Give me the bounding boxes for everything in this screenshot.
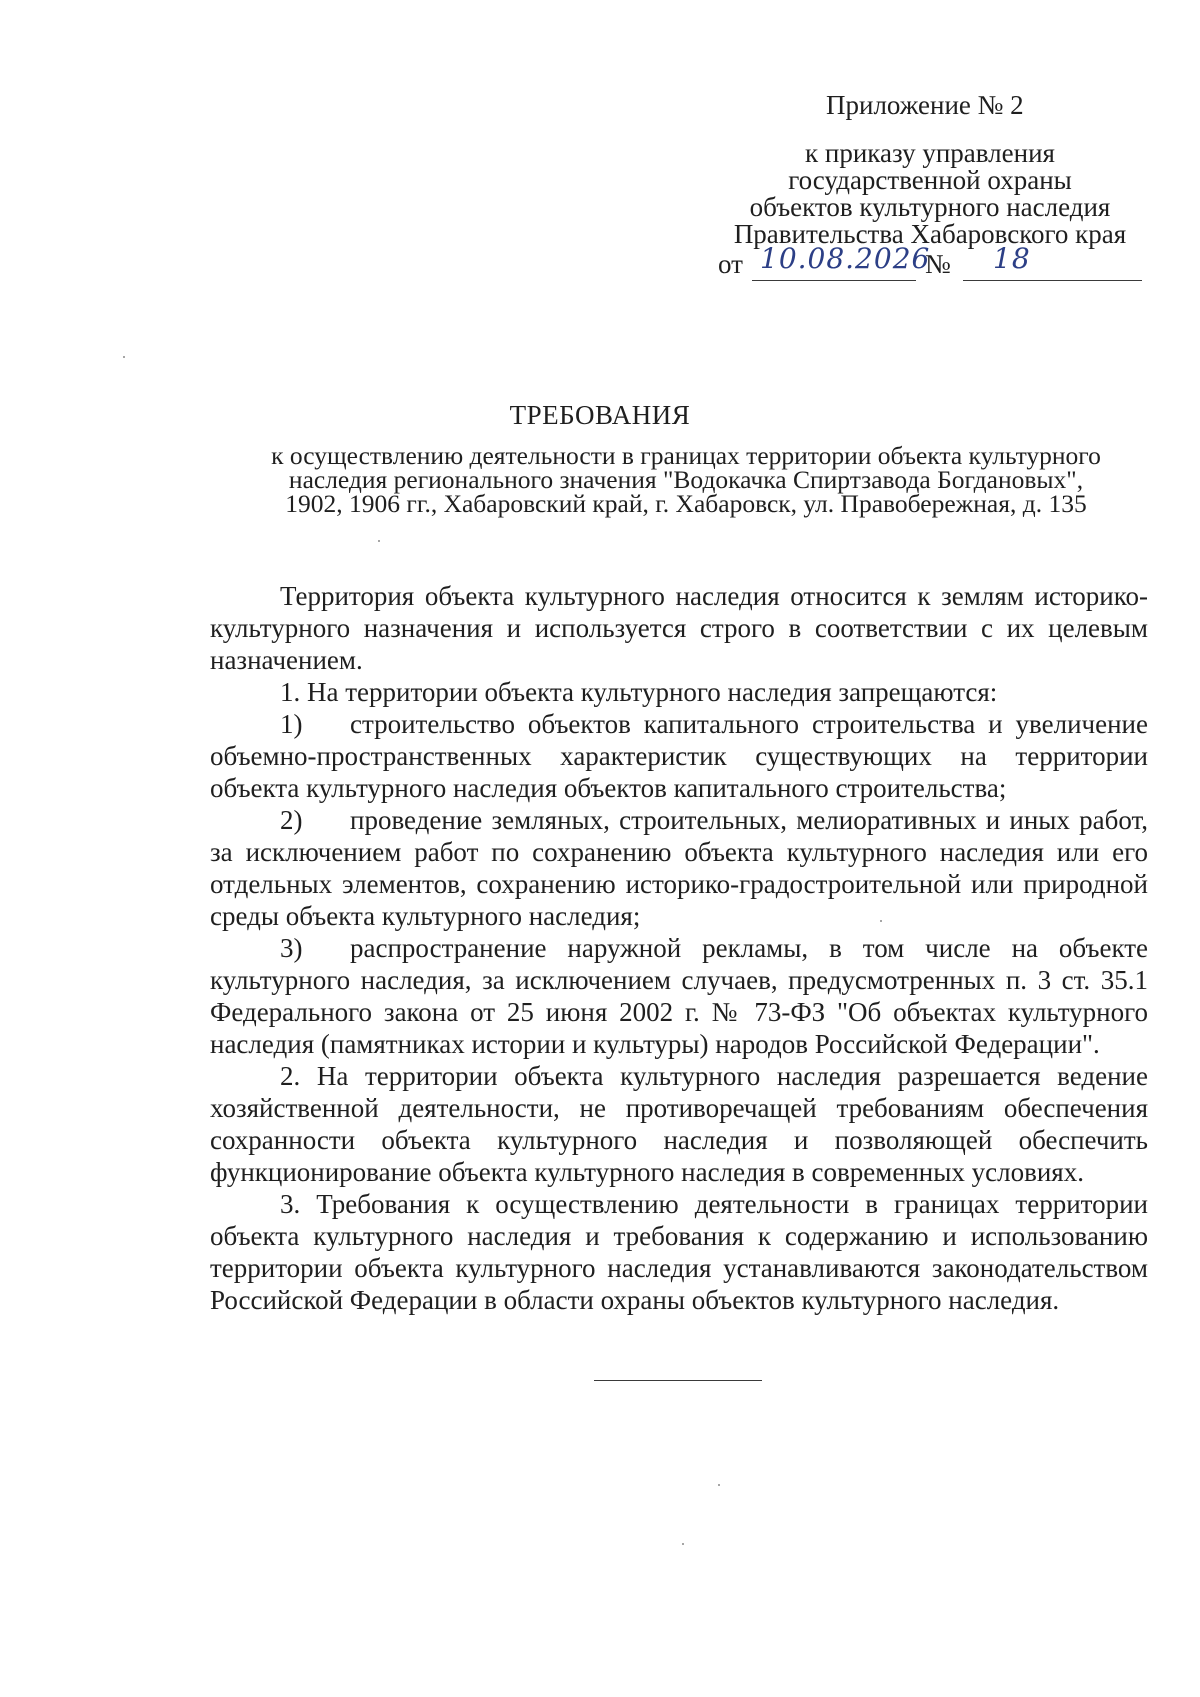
item-number: 3) <box>280 933 303 963</box>
scan-speck <box>123 356 125 358</box>
scan-speck <box>718 1484 720 1486</box>
subtitle-line: наследия регионального значения "Водокачка Спиртзавода Богдановых", <box>288 465 1084 494</box>
document-subtitle <box>236 441 1136 518</box>
scan-speck <box>880 920 882 922</box>
order-line: объектов культурного наследия <box>749 192 1111 222</box>
order-reference <box>718 140 1142 248</box>
item-text: проведение земляных, строительных, мелиоративных и иных работ, за исключением работ по сохранению объекта культурного наследия или его отдельных элементов, сохранению историко-градостроительной или природной среды объекта культурного наследия; <box>210 805 1148 931</box>
order-line: государственной охраны <box>788 165 1072 195</box>
section-1-heading: 1. На территории объекта культурного наследия запрещаются: <box>280 677 998 707</box>
order-line: Правительства Хабаровского края <box>733 219 1127 249</box>
item-text: распространение наружной рекламы, в том числе на объекте культурного наследия, за исключением случаев, предусмотренных п. 3 ст. 35.1 Федерального закона от 25 июня 2002 г. № 73-ФЗ "Об объектах культурного наследия (памятниках истории и культуры) народов Российской Федерации". <box>210 933 1148 1059</box>
section-2-paragraph: 2. На территории объекта культурного наследия разрешается ведение хозяйственной деятельности, не противоречащей требованиям обеспечения сохранности объекта культурного наследия и позволяющей обеспечить функционирование объекта культурного наследия в современных условиях. <box>210 1061 1148 1187</box>
number-label: № <box>925 249 951 279</box>
intro-paragraph: Территория объекта культурного наследия относится к землям историко-культурного назначения и используется строго в соответствии с их целевым назначением. <box>210 581 1148 675</box>
date-label: от <box>718 249 743 279</box>
section-3-paragraph: 3. Требования к осуществлению деятельности в границах территории объекта культурного наследия и требования к содержанию и использованию территории объекта культурного наследия устанавливаются законодательством Российской Федерации в области охраны объектов культурного наследия. <box>210 1189 1148 1315</box>
subtitle-line: 1902, 1906 гг., Хабаровский край, г. Хабаровск, ул. Правобережная, д. 135 <box>285 489 1087 518</box>
number-field <box>963 242 1142 281</box>
item-number: 2) <box>280 805 303 835</box>
subtitle-line: к осуществлению деятельности в границах территории объекта культурного <box>271 441 1101 470</box>
closing-divider <box>594 1380 762 1381</box>
prohibition-item <box>210 932 1148 1060</box>
order-date-number-line <box>718 242 1142 285</box>
item-text: строительство объектов капитального строительства и увеличение объемно-пространственных характеристик существующих на территории объекта культурного наследия объектов капитального строительства; <box>210 709 1148 803</box>
document-title: ТРЕБОВАНИЯ <box>509 400 691 430</box>
appendix-title: Приложение № 2 <box>826 90 1024 120</box>
handwritten-number: 18 <box>993 242 1031 275</box>
order-line: к приказу управления <box>805 138 1055 168</box>
date-field <box>752 242 931 281</box>
scan-speck <box>682 1543 684 1545</box>
item-number: 1) <box>280 709 303 739</box>
prohibition-item <box>210 708 1148 804</box>
scan-speck <box>378 540 380 542</box>
handwritten-date: 10.08.2026 <box>760 242 931 275</box>
prohibition-item <box>210 804 1148 932</box>
document-body <box>210 580 1148 1316</box>
